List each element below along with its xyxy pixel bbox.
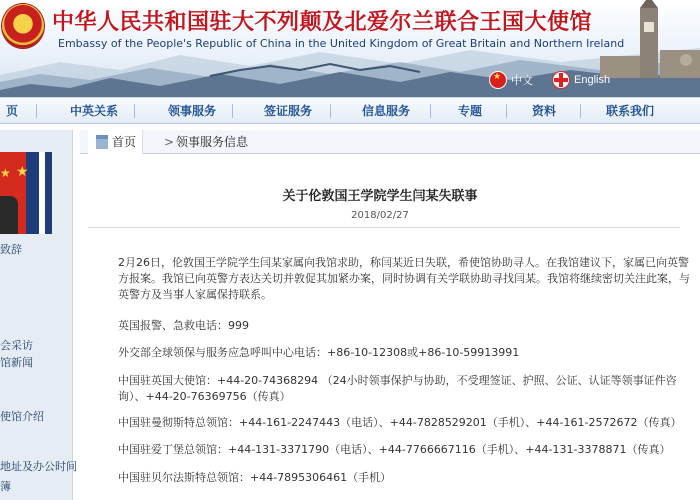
nav-divider: [430, 104, 431, 118]
nav-item-consular-services[interactable]: 领事服务: [168, 104, 217, 118]
header-banner: [0, 0, 700, 97]
language-chinese-link[interactable]: [490, 72, 533, 88]
nav-item-information-services[interactable]: 信息服务: [362, 104, 411, 118]
article-paragraph: 外交部全球领保与服务应急呼叫中心电话：+86-10-12308或+86-10-59913991: [118, 346, 520, 359]
breadcrumb-separator: >: [164, 135, 175, 149]
sidebar-link-embassy-intro[interactable]: 使馆介绍: [0, 410, 44, 423]
nav-item-special-topics[interactable]: 专题: [458, 104, 483, 118]
site-title-cn[interactable]: 中华人民共和国驻大不列颠及北爱尔兰联合王国大使馆: [52, 9, 593, 35]
nav-item-sino-uk-relations[interactable]: 中英关系: [70, 104, 119, 118]
article-paragraph: 中国驻英国大使馆：+44-20-74368294 （24小时领事保护与协助，不受理签证、护照、公证、认证等领事证件咨询）、+44-20-76369756（传真）: [118, 374, 677, 403]
article-title: 关于伦敦国王学院学生闫某失联事: [282, 189, 478, 204]
uk-flag-image: [32, 152, 52, 234]
article-paragraph: 中国驻曼彻斯特总领馆：+44-161-2247443（电话）、+44-7828529201（手机）、+44-161-2572672（传真）: [118, 416, 682, 429]
breadcrumb-home-link[interactable]: [88, 130, 143, 154]
nav-item-visa-services[interactable]: 签证服务: [264, 104, 313, 118]
article-date: 2018/02/27: [351, 210, 409, 221]
nav-item-resources[interactable]: 资料: [532, 104, 557, 118]
ambassador-photo[interactable]: [0, 152, 52, 234]
site-title-en: Embassy of the People's Republic of China in the United Kingdom of Great Britain and Northern Ireland: [58, 37, 625, 50]
national-emblem-icon: [2, 4, 44, 48]
breadcrumb-current-link[interactable]: 领事服务信息: [176, 135, 249, 149]
article-paragraph: 2月26日，伦敦国王学院学生闫某家属向我馆求助，称闫某近日失联，希使馆协助寻人。在我馆建议下，家属已向英警方报案。我馆已向英警方表达关切并敦促其加紧办案，同时协调有关学联协助寻找闫某。我馆将继续密切关注此案，与英警方及当事人家属保持联系。: [118, 256, 690, 301]
article-paragraph: 中国驻贝尔法斯特总领馆：+44-7895306461（手机）: [118, 471, 392, 484]
nav-divider: [330, 104, 331, 118]
breadcrumb-home-label: 首页: [112, 135, 137, 149]
sidebar-link-speech[interactable]: 致辞: [0, 243, 22, 256]
nav-divider: [506, 104, 507, 118]
article-paragraph: 英国报警、急救电话：999: [118, 319, 249, 332]
article-paragraph: 中国驻爱丁堡总领馆：+44-131-3371790（电话）、+44-7766667116（手机）、+44-131-3378871（传真）: [118, 443, 671, 456]
language-chinese-label: 中文: [511, 75, 533, 87]
sidebar-link-embassy-news[interactable]: 馆新闻: [0, 356, 33, 369]
sidebar-link-address-hours[interactable]: 地址及办公时间: [0, 460, 77, 473]
breadcrumb: [80, 130, 700, 154]
language-english-label: English: [574, 74, 611, 86]
uk-flag-icon: [553, 72, 569, 88]
sidebar-link-interviews[interactable]: 会采访: [0, 339, 33, 352]
nav-divider: [232, 104, 233, 118]
main-content: [80, 130, 700, 500]
left-sidebar: [0, 130, 77, 500]
divider: [88, 227, 680, 228]
nav-divider: [134, 104, 135, 118]
nav-item-contact-us[interactable]: 联系我们: [606, 104, 655, 118]
star-icon: ★: [16, 164, 29, 180]
language-english-link[interactable]: [553, 72, 610, 88]
nav-divider: [580, 104, 581, 118]
sidebar-link-guestbook[interactable]: 簿: [0, 480, 11, 493]
china-flag-icon: [490, 72, 506, 88]
nav-item-home[interactable]: 页: [6, 104, 19, 118]
person-silhouette: [0, 196, 18, 234]
main-nav: [0, 97, 700, 124]
nav-divider: [36, 104, 37, 118]
star-icon: ★: [0, 166, 11, 180]
